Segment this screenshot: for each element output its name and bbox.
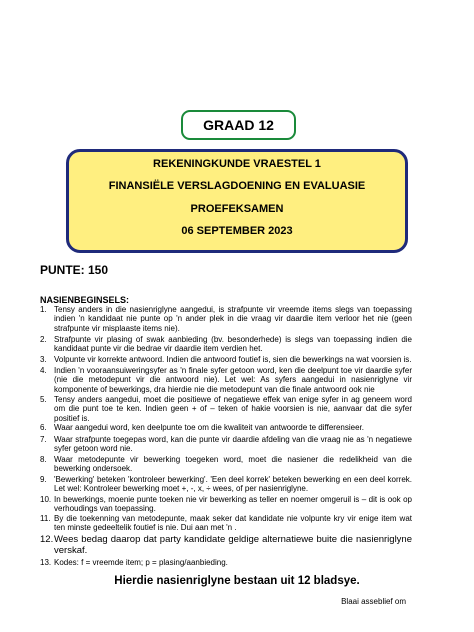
guideline-text: Waar metodepunte vir bewerking toegeken word, moet die nasiener die redelikheid van die bewerking ondersoek. (54, 455, 412, 474)
guideline-number: 2. (40, 335, 47, 344)
guideline-number: 4. (40, 366, 47, 375)
guideline-text: Waar aangedui word, ken deelpunte toe om die kwaliteit van antwoorde te differensieer. (54, 423, 364, 432)
guideline-text: Indien 'n vooraansuiweringsyfer as 'n finale syfer getoon word, ken die deelpunt toe vir daardie syfer (nie die metodepunt vir die antwoord nie). Let wel: As syfers aangedui in nasienriglyne vir komponente of bewerkings, dra hierdie nie die metodepunt van die finale antwoord ook nie (54, 366, 412, 394)
guideline-text: Tensy anders in die nasienriglyne aangedui, is strafpunte vir vreemde items slegs van toepassing indien 'n kandidaat nie punte op 'n ander plek in die vraag vir daardie item verloor het nie (geen strafpunte vir misplaaste items nie). (54, 305, 412, 333)
guideline-text: By die toekenning van metodepunte, maak seker dat kandidate nie volpunte kry vir enige item wat ten minste gedeeltelik foutief is nie. Dui aan met 'n . (54, 514, 412, 533)
topic-title: FINANSIËLE VERSLAGDOENING EN EVALUASIE (108, 180, 366, 192)
exam-date: 06 SEPTEMBER 2023 (181, 225, 293, 237)
guideline-number: 12. (40, 534, 54, 545)
guideline-number: 10. (40, 495, 52, 504)
guideline-text: Strafpunte vir plasing of swak aanbieding (bv. besonderhede) is slegs van toepassing indien die kandidaat punte vir die bedrae vir daardie item verdien het. (54, 335, 412, 354)
guideline-number: 7. (40, 435, 47, 444)
guideline-number: 1. (40, 305, 47, 314)
grade-label (181, 110, 296, 140)
total-marks: PUNTE: 150 (40, 263, 109, 277)
guideline-number: 5. (40, 395, 47, 404)
guidelines-heading: NASIENBEGINSELS: (40, 295, 130, 305)
guideline-text: Wees bedag daarop dat party kandidate geldige alternatiewe buite die nasienriglyne verskaf. (54, 534, 412, 556)
exam-title-box (66, 149, 408, 253)
guideline-number: 3. (40, 355, 47, 364)
guideline-number: 8. (40, 455, 47, 464)
guideline-number: 6. (40, 423, 47, 432)
page-count-note: Hierdie nasienriglyne bestaan uit 12 bladsye. (114, 575, 360, 587)
exam-type-title: PROEFEKSAMEN (190, 203, 284, 215)
guideline-number: 13. (40, 558, 52, 567)
grade-text: GRAAD 12 (203, 117, 274, 133)
guideline-text: Kodes: f = vreemde item; p = plasing/aanbieding. (54, 558, 228, 567)
guideline-text: 'Bewerking' beteken 'kontroleer bewerking'. 'Een deel korrek' beteken bewerking en een deel korrek. Let wel: Kontroleer bewerking moet +, -, x, ÷ wees, of per nasienriglyne. (54, 475, 412, 494)
subject-title: REKENINGKUNDE VRAESTEL 1 (153, 158, 321, 170)
guideline-text: Volpunte vir korrekte antwoord. Indien die antwoord foutief is, sien die bewerkings na wat voorsien is. (54, 355, 412, 364)
please-turn-over: Blaai asseblief om (341, 597, 406, 606)
guideline-text: Tensy anders aangedui, moet die positiewe of negatiewe effek van enige syfer in ag geneem word om die punt toe te ken. Indien geen + of – teken of hakie voorsien is nie, aanvaar dat die syfer positief is. (54, 395, 412, 423)
guideline-text: In bewerkings, moenie punte toeken nie vir bewerking as teller en noemer omgeruil is – dit is ook op verhoudings van toepassing. (54, 495, 412, 514)
guideline-number: 9. (40, 475, 47, 484)
guideline-text: Waar strafpunte toegepas word, kan die punte vir daardie afdeling van die vraag nie as 'n negatiewe syfer getoon word nie. (54, 435, 412, 454)
guideline-number: 11. (40, 514, 51, 523)
